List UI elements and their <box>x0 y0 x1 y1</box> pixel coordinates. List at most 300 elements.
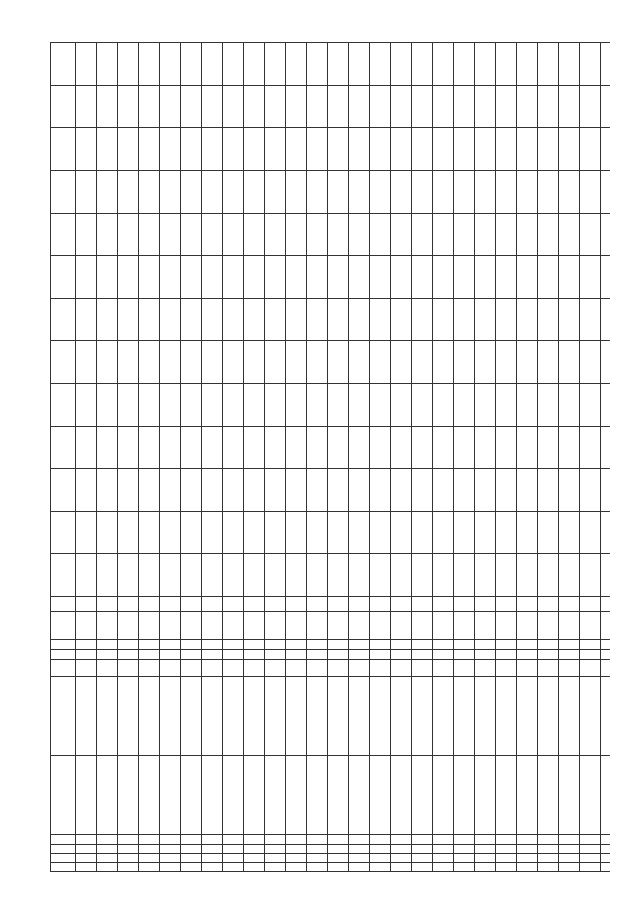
table-cell <box>454 844 475 853</box>
table-cell <box>475 853 496 862</box>
header-row <box>51 43 76 872</box>
table-cell <box>559 511 580 554</box>
table-cell <box>370 554 391 597</box>
table-cell <box>580 426 601 469</box>
table-cell <box>181 659 202 676</box>
table-cell <box>286 659 307 676</box>
table-cell <box>202 85 223 128</box>
table-cell <box>454 649 475 659</box>
table-cell <box>454 85 475 128</box>
table-cell <box>139 597 160 612</box>
table-cell <box>454 659 475 676</box>
table-cell <box>538 659 559 676</box>
table-cell <box>328 853 349 862</box>
table-cell <box>475 85 496 128</box>
table-cell <box>580 649 601 659</box>
table-cell <box>538 171 559 214</box>
table-cell <box>202 554 223 597</box>
table-cell <box>328 341 349 384</box>
table-cell <box>139 426 160 469</box>
table-cell <box>517 853 538 862</box>
table-cell <box>139 677 160 756</box>
table-cell <box>139 298 160 341</box>
table-cell <box>286 171 307 214</box>
table-cell <box>202 677 223 756</box>
table-cell <box>496 597 517 612</box>
table-cell <box>412 469 433 512</box>
table-cell <box>349 256 370 299</box>
table-row <box>223 43 244 872</box>
table-cell <box>76 677 97 756</box>
table-cell <box>328 659 349 676</box>
table-cell <box>181 835 202 844</box>
table-cell <box>286 341 307 384</box>
table-cell <box>328 469 349 512</box>
table-cell <box>244 612 265 639</box>
table-cell <box>496 844 517 853</box>
table-cell <box>223 426 244 469</box>
table-cell <box>496 612 517 639</box>
table-cell <box>286 213 307 256</box>
table-cell <box>160 844 181 853</box>
table-cell <box>265 511 286 554</box>
table-cell <box>328 844 349 853</box>
table-row <box>412 43 433 872</box>
table-cell <box>223 171 244 214</box>
table-cell <box>118 85 139 128</box>
table-cell <box>559 426 580 469</box>
table-cell <box>202 128 223 171</box>
column-header <box>51 469 76 512</box>
table-cell <box>580 597 601 612</box>
table-cell <box>412 835 433 844</box>
table-cell <box>370 835 391 844</box>
table-cell <box>580 256 601 299</box>
table-cell <box>202 835 223 844</box>
table-cell <box>328 213 349 256</box>
table-cell <box>139 128 160 171</box>
table-cell <box>538 384 559 427</box>
table-cell <box>307 844 328 853</box>
table-row <box>286 43 307 872</box>
table-cell <box>496 171 517 214</box>
column-header <box>51 612 76 639</box>
column-header <box>51 639 76 649</box>
table-cell <box>97 384 118 427</box>
table-cell <box>349 649 370 659</box>
table-cell <box>475 639 496 649</box>
table-cell <box>139 43 160 86</box>
table-cell <box>517 612 538 639</box>
table-cell <box>286 677 307 756</box>
table-cell <box>412 597 433 612</box>
table-cell <box>538 639 559 649</box>
table-cell <box>76 554 97 597</box>
table-cell <box>223 835 244 844</box>
table-cell <box>118 853 139 862</box>
table-cell <box>517 659 538 676</box>
table-cell <box>412 85 433 128</box>
table-cell <box>139 835 160 844</box>
table-row <box>160 43 181 872</box>
table-cell <box>601 756 611 835</box>
table-cell <box>97 554 118 597</box>
table-cell <box>118 213 139 256</box>
table-cell <box>202 43 223 86</box>
table-row <box>517 43 538 872</box>
table-cell <box>433 844 454 853</box>
table-cell <box>223 677 244 756</box>
table-cell <box>601 171 611 214</box>
table-cell <box>433 213 454 256</box>
table-cell <box>328 612 349 639</box>
table-cell <box>139 469 160 512</box>
table-cell <box>370 426 391 469</box>
table-cell <box>307 43 328 86</box>
table-cell <box>433 639 454 649</box>
table-cell <box>244 426 265 469</box>
table-cell <box>307 213 328 256</box>
table-cell <box>349 469 370 512</box>
table-cell <box>454 171 475 214</box>
table-cell <box>265 43 286 86</box>
table-cell <box>454 639 475 649</box>
table-cell <box>580 853 601 862</box>
table-cell <box>307 756 328 835</box>
table-cell <box>328 85 349 128</box>
table-cell <box>391 85 412 128</box>
column-header <box>51 853 76 862</box>
table-cell <box>412 298 433 341</box>
table-cell <box>244 597 265 612</box>
table-cell <box>307 128 328 171</box>
table-cell <box>97 649 118 659</box>
table-cell <box>496 862 517 871</box>
table-cell <box>97 677 118 756</box>
table-row <box>265 43 286 872</box>
table-cell <box>265 835 286 844</box>
table-cell <box>433 597 454 612</box>
table-cell <box>496 213 517 256</box>
table-cell <box>433 43 454 86</box>
table-cell <box>538 256 559 299</box>
table-cell <box>307 85 328 128</box>
table-cell <box>118 835 139 844</box>
table-cell <box>76 612 97 639</box>
table-cell <box>433 384 454 427</box>
table-cell <box>76 213 97 256</box>
table-cell <box>118 511 139 554</box>
table-cell <box>580 677 601 756</box>
column-header <box>51 171 76 214</box>
table-cell <box>496 298 517 341</box>
table-cell <box>307 511 328 554</box>
table-cell <box>433 511 454 554</box>
table-row <box>580 43 601 872</box>
table-cell <box>349 341 370 384</box>
table-cell <box>286 612 307 639</box>
table-cell <box>370 844 391 853</box>
table-cell <box>97 853 118 862</box>
table-cell <box>139 612 160 639</box>
table-row <box>391 43 412 872</box>
table-row <box>76 43 97 872</box>
table-cell <box>139 756 160 835</box>
table-cell <box>328 511 349 554</box>
table-cell <box>391 384 412 427</box>
table-cell <box>223 85 244 128</box>
table-cell <box>580 384 601 427</box>
table-cell <box>580 298 601 341</box>
table-cell <box>496 384 517 427</box>
column-header <box>51 554 76 597</box>
table-cell <box>517 756 538 835</box>
table-cell <box>244 384 265 427</box>
table-cell <box>391 171 412 214</box>
table-cell <box>370 469 391 512</box>
table-cell <box>265 384 286 427</box>
table-cell <box>160 85 181 128</box>
table-cell <box>76 844 97 853</box>
column-header <box>51 677 76 756</box>
table-cell <box>517 171 538 214</box>
table-cell <box>496 649 517 659</box>
table-cell <box>454 384 475 427</box>
table-cell <box>412 256 433 299</box>
table-cell <box>202 298 223 341</box>
table-cell <box>265 844 286 853</box>
table-cell <box>181 511 202 554</box>
table-cell <box>307 384 328 427</box>
table-cell <box>475 384 496 427</box>
table-cell <box>286 128 307 171</box>
table-cell <box>370 677 391 756</box>
table-cell <box>223 341 244 384</box>
column-header <box>51 426 76 469</box>
table-cell <box>349 213 370 256</box>
table-cell <box>433 85 454 128</box>
table-cell <box>139 171 160 214</box>
table-cell <box>202 511 223 554</box>
table-cell <box>580 171 601 214</box>
table-cell <box>433 298 454 341</box>
table-cell <box>244 639 265 649</box>
table-cell <box>328 862 349 871</box>
table-cell <box>538 511 559 554</box>
table-cell <box>181 469 202 512</box>
table-cell <box>328 298 349 341</box>
table-cell <box>475 128 496 171</box>
table-cell <box>433 756 454 835</box>
table-cell <box>76 756 97 835</box>
table-cell <box>496 835 517 844</box>
table-cell <box>97 128 118 171</box>
table-cell <box>517 85 538 128</box>
table-cell <box>496 554 517 597</box>
table-row <box>307 43 328 872</box>
table-cell <box>559 659 580 676</box>
table-cell <box>391 298 412 341</box>
table-cell <box>223 554 244 597</box>
table-cell <box>391 256 412 299</box>
table-cell <box>601 384 611 427</box>
table-cell <box>475 835 496 844</box>
table-cell <box>454 341 475 384</box>
table-cell <box>181 128 202 171</box>
table-cell <box>223 853 244 862</box>
table-cell <box>349 171 370 214</box>
table-cell <box>580 85 601 128</box>
table-cell <box>76 85 97 128</box>
table-cell <box>76 835 97 844</box>
table-cell <box>538 341 559 384</box>
table-cell <box>475 649 496 659</box>
table-cell <box>454 835 475 844</box>
table-cell <box>517 554 538 597</box>
table-cell <box>496 677 517 756</box>
table-cell <box>601 128 611 171</box>
table-cell <box>475 511 496 554</box>
table-cell <box>349 511 370 554</box>
table-cell <box>496 639 517 649</box>
table-cell <box>391 844 412 853</box>
table-row <box>538 43 559 872</box>
table-cell <box>328 756 349 835</box>
table-cell <box>391 835 412 844</box>
table-cell <box>412 639 433 649</box>
budget-table <box>50 42 610 872</box>
table-cell <box>412 612 433 639</box>
table-cell <box>601 844 611 853</box>
table-cell <box>433 426 454 469</box>
table-cell <box>76 426 97 469</box>
table-cell <box>181 554 202 597</box>
table-cell <box>139 659 160 676</box>
table-cell <box>76 659 97 676</box>
table-cell <box>202 639 223 649</box>
table-cell <box>223 659 244 676</box>
table-cell <box>580 639 601 649</box>
table-cell <box>223 384 244 427</box>
table-cell <box>97 597 118 612</box>
column-header <box>51 511 76 554</box>
table-cell <box>412 844 433 853</box>
table-cell <box>286 639 307 649</box>
table-row <box>601 43 611 872</box>
table-cell <box>454 256 475 299</box>
table-cell <box>475 213 496 256</box>
table-cell <box>601 426 611 469</box>
table-cell <box>391 659 412 676</box>
table-cell <box>97 612 118 639</box>
table-cell <box>496 511 517 554</box>
table-cell <box>517 213 538 256</box>
table-cell <box>517 384 538 427</box>
table-cell <box>76 862 97 871</box>
table-cell <box>160 677 181 756</box>
table-cell <box>139 213 160 256</box>
table-cell <box>391 128 412 171</box>
table-cell <box>433 341 454 384</box>
table-cell <box>244 256 265 299</box>
table-cell <box>160 171 181 214</box>
table-cell <box>202 171 223 214</box>
table-cell <box>160 384 181 427</box>
table-cell <box>496 256 517 299</box>
table-cell <box>538 426 559 469</box>
table-cell <box>370 384 391 427</box>
table-cell <box>580 341 601 384</box>
table-cell <box>160 469 181 512</box>
table-cell <box>307 469 328 512</box>
table-cell <box>475 862 496 871</box>
table-cell <box>118 256 139 299</box>
table-cell <box>118 128 139 171</box>
table-cell <box>538 469 559 512</box>
table-cell <box>265 597 286 612</box>
table-cell <box>496 128 517 171</box>
table-cell <box>580 612 601 639</box>
table-row <box>181 43 202 872</box>
table-cell <box>580 511 601 554</box>
table-cell <box>223 256 244 299</box>
table-cell <box>580 128 601 171</box>
table-cell <box>265 256 286 299</box>
table-cell <box>475 659 496 676</box>
table-cell <box>496 853 517 862</box>
table-cell <box>76 171 97 214</box>
table-cell <box>139 844 160 853</box>
table-cell <box>391 469 412 512</box>
table-cell <box>391 597 412 612</box>
table-cell <box>307 649 328 659</box>
column-header <box>51 597 76 612</box>
table-cell <box>307 597 328 612</box>
table-cell <box>202 213 223 256</box>
table-cell <box>286 384 307 427</box>
table-cell <box>370 341 391 384</box>
column-header <box>51 256 76 299</box>
table-cell <box>391 341 412 384</box>
table-cell <box>349 677 370 756</box>
table-cell <box>601 659 611 676</box>
table-cell <box>118 659 139 676</box>
table-cell <box>580 213 601 256</box>
table-cell <box>118 756 139 835</box>
table-cell <box>223 862 244 871</box>
table-cell <box>454 128 475 171</box>
table-cell <box>97 426 118 469</box>
table-cell <box>601 298 611 341</box>
table-cell <box>475 554 496 597</box>
table-cell <box>139 85 160 128</box>
table-cell <box>202 649 223 659</box>
table-cell <box>412 128 433 171</box>
table-cell <box>328 677 349 756</box>
table-cell <box>517 862 538 871</box>
table-cell <box>97 256 118 299</box>
table-cell <box>580 43 601 86</box>
table-cell <box>139 341 160 384</box>
table-cell <box>307 341 328 384</box>
table-cell <box>139 639 160 649</box>
table-cell <box>391 426 412 469</box>
table-cell <box>223 639 244 649</box>
table-cell <box>307 171 328 214</box>
table-cell <box>538 554 559 597</box>
table-cell <box>391 677 412 756</box>
table-cell <box>160 554 181 597</box>
